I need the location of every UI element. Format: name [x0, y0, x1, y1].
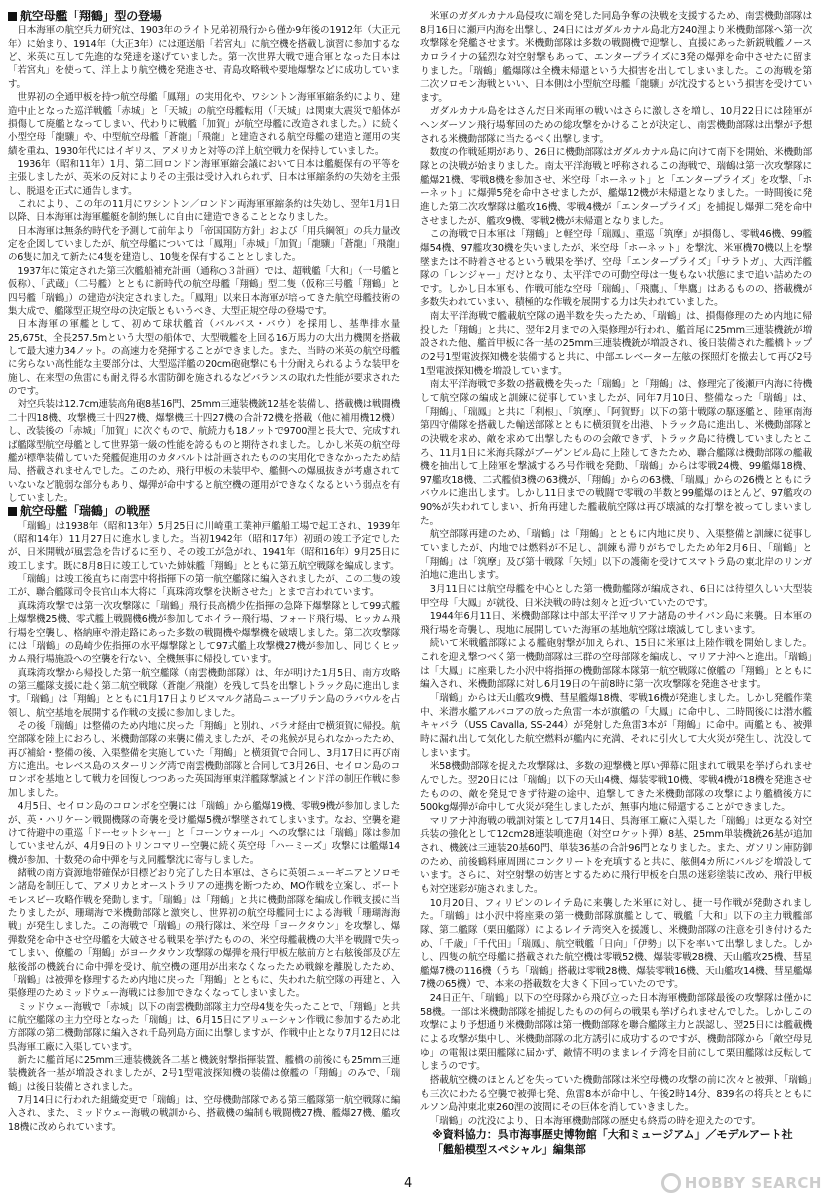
left-column — [8, 10, 400, 1150]
square-bullet-icon — [8, 507, 17, 516]
paragraph: 真珠湾攻撃から帰投した第一航空艦隊（南雲機動部隊）は、年が明けた1月5日、南方攻略の第三艦隊支援に赴く第二航空戦隊（蒼龍／飛龍）を残して呉を出撃しトラック島に進出します。「瑞鶴」は「翔鶴」とともに1月17日よりビスマルク諸島ニューブリテン島のラバウルを占領し、航空基地を展開する作戦の支援に参加しました。 — [8, 667, 400, 719]
square-bullet-icon — [8, 12, 17, 21]
paragraph: 「瑞鶴」からは天山艦攻9機、彗星艦爆18機、零戦16機が発進しました。しかし発艦作業中、米潜水艦アルバコアの放った魚雷一本が旗艦の「大鳳」に命中し、二時間後には潜水艦キャバラ（USS Cavalla, SS-244）が発射した魚雷3本が「翔鶴」に命中。両艦とも、被弾時に漏れ出して気化した航空燃料が艦内に充満、それに引火して大火災が発生し、沈没してしまいます。 — [420, 693, 812, 759]
paragraph: マリアナ沖海戦の戦訓対策として7月14日、呉海軍工廠に入渠した「瑞鶴」は更なる対空兵装の強化として12cm28連装噴進砲（対空ロケット弾）8基、25mm単装機銃26基が追加され、機銃は三連装20基60門、単装36基の合計96門となりました。また、ガソリン庫防御のため、前後鶴料庫周囲にコンクリートを充填すると共に、舷側4カ所にバルジを増設しています。さらに、対空射撃の妨害とするために飛行甲板を白黒の迷彩塗装に改め、飛行甲板も対空迷彩が施されました。 — [420, 815, 812, 895]
paragraph: 1937年に策定された第三次艦船補充計画（通称○３計画）では、超戦艦「大和」（一号艦と仮称）、「武蔵」（二号艦）とともに新時代の航空母艦「翔鶴」型二隻（仮称三号艦「翔鶴」と四号艦「瑞鶴」）の建造が決定されました。「鳳翔」以来日本海軍が培ってきた航空母艦技術の集大成で、艦隊型正規空母の決定版ともいうべき、大型正規空母の登場です。 — [8, 265, 400, 317]
paragraph: 対空兵装は12.7cm連装高角砲8基16門、25mm三連装機銃12基を装備し、搭載機は戦闘機二十四18機、攻撃機三十四27機、爆撃機三十四27機の合計72機を搭載（他に補用機12機）し、改装後の「赤城」「加賀」に次ぐもので、航続力も18ノットで9700浬と長大で、完成すれば艦隊型航空母艦として世界第一級の性能を誇るものと期待されました。しかし米英の航空母艦が標準装備していた発艦促進用のカタパルトは計画されたものの実用化できなかったため結局、搭載されませんでした。このため、飛行甲板の未装甲や、艦側への爆風抜きが考慮されていないなど脆弱な部分もあり、爆弾が命中すると航空機の運用ができなくなるという弱点を有していました。 — [8, 399, 400, 504]
paragraph: 「瑞鶴」は竣工後直ちに南雲中将指揮下の第一航空艦隊に編入されましたが、この二隻の竣工が、聯合艦隊司令長官山本大将に「真珠湾攻撃を決断させた」とまで言われています。 — [8, 574, 400, 599]
paragraph: ミッドウェー海戦で「赤城」以下の南雲機動部隊主力空母4隻を失ったことで、「翔鶴」と共に航空艦隊の主力空母となった「瑞鶴」は、6月15日にアリューシャン作戦に参加するため北方部隊の第二機動部隊に編入され千島列島方面に出撃しますが、作戦中止となり7月12日には呉海軍工廠に入渠しています。 — [8, 1001, 400, 1053]
paragraph: 米58機動部隊を捉えた攻撃隊は、多数の迎撃機と厚い弾幕に阻まれて戦果を挙げられませんでした。翌20日には「瑞鶴」以下の天山4機、爆装零戦10機、零戦4機が18機を発進させたものの、敵を発見できず待避の途中、追撃してきた米機動部隊の攻撃により艦橋後方に500kg爆弾が命中して火災が発生しましたが、無事内地に帰還することができました。 — [420, 761, 812, 814]
paragraph: 真珠湾攻撃では第一次攻撃隊に「瑞鶴」飛行長高橋少佐指揮の急降下爆撃隊として99式艦上爆撃機25機、零式艦上戦闘機6機が参加してホイラー飛行場、フォード飛行場、ヒッカム飛行場を空襲し、格納庫や滑走路にあった多数の戦闘機や爆撃機を破壊しました。第二次攻撃隊には「瑞鶴」の島崎少佐指揮の水平爆撃隊として97式艦上攻撃機27機が参加し、同じくヒッカム飛行場施設への空襲を行ない、全機無事に帰投しています。 — [8, 600, 400, 666]
page-number: 4 — [404, 1176, 413, 1191]
paragraph: 「瑞鶴」は1938年（昭和13年）5月25日に川崎重工業神戸艦船工場で起工され、1939年（昭和14年）11月27日に進水しました。当初1942年（昭和17年）初頭の竣工予定でしたが、日米開戦が風雲急を告げるに至り、その竣工が急がれ、1941年（昭和16年）9月25日に竣工します。既に8月8日に竣工していた姉妹艦「翔鶴」とともに第五航空戦隊を編成します。 — [8, 520, 400, 572]
paragraph: ガダルカナル島をはさんだ日米両軍の戦いはさらに激しさを増し、10月22日には陸軍がヘンダーソン飛行場奪回のための総攻撃をかけることが決定し、南雲機動部隊は出撃が予想される米機動部隊に当たるべく出撃します。 — [420, 106, 812, 145]
paragraph: この海戦で日本軍は「翔鶴」と軽空母「瑞鳳」、重巡「筑摩」が損傷し、零戦46機、99艦爆54機、97艦攻30機を失いましたが、米空母「ホーネット」を撃沈、米軍機70機以上を撃墜または不時着させるという戦果を挙げ、空母「エンタープライズ」「サラトガ」、大西洋艦隊の「レンジャー」だけとなり、太平洋での可動空母は一隻もない状態にまで追い詰めたのです。しかし日本軍も、作戦可能な空母「瑞鶴」、「飛鷹」、「隼鷹」はあるものの、搭載機が多数失われていまい、積極的な作戦を展開する力は失われていました。 — [420, 229, 812, 309]
paragraph: 10月20日、フィリピンのレイテ島に来襲した米軍に対し、捷一号作戦が発動されました。「瑞鶴」は小沢中将座乗の第一機動部隊旗艦として、戦艦「大和」以下の主力戦艦部隊、第二艦隊（栗田艦隊）によるレイテ湾突入を援護し、米機動部隊の注意を引き付けるため、「千歳」「千代田」「瑞鳳」、航空戦艦「日向」「伊勢」以下を率いて出撃しました。しかし、四隻の航空母艦に搭載された航空機は零戦52機、爆装零戦28機、天山艦攻25機、彗星艦爆7機の116機（うち「瑞鶴」搭載は零戦28機、爆装零戦16機、天山艦攻14機、彗星艦爆7機の65機）で、本来の搭載数を大きく下回っていたのです。 — [420, 897, 812, 991]
section-heading-2: 航空母艦「瑞鶴」の戦歴 — [8, 505, 400, 518]
paragraph: 4月5日、セイロン島のコロンボを空襲には「瑞鶴」から艦爆19機、零戦9機が参加しましたが、英・ハリケーン戦闘機隊の奇襲を受け艦爆5機が撃墜されてしまいます。なお、空襲を避けて待避中の重巡「ドーセットシャー」と「コーンウォール」への攻撃には「瑞鶴」隊は参加していませんが、4月9日のトリンコマリー空襲に続く英空母「ハーミーズ」攻撃には艦爆14機が参加、十数発の命中弾を与え同艦撃沈に寄与しました。 — [8, 801, 400, 866]
paragraph: 1936年（昭和11年）1月、第二回ロンドン海軍軍縮会議において日本は艦艇保有の平等を主張しましたが、英米の反対によりその主張は受け入れられず、日本は軍縮条約の失効を主張し、脱退を正式に通告します。 — [8, 158, 400, 197]
watermark — [661, 1170, 822, 1196]
paragraph: 日本海軍の軍艦として、初めて球状艦首（バルバス・バウ）を採用し、基準排水量25,675t、全長257.5mという大型の船体で、大型戦艦を上回る16万馬力の大出力機関を搭載して最大速力34ノット。の高速力を発揮することができました。また、当時の米英の航空母艦に劣らない高性能な主要部分は、大型巡洋艦の20cm砲砲撃にも十分耐えられるような装甲を施し、在来型の魚雷にも耐え得る水雷防御を施されるなどバランスの取れた性能が要求されたのです。 — [8, 319, 400, 398]
paragraph: 米軍のガダルカナル島侵攻に端を発した同島争奪の決戦を支援するため、南雲機動部隊は8月16日に瀬戸内海を出撃し、24日にはガダルカナル島北方240浬より米機動部隊へ第一次攻撃隊を発艦させます。米機動部隊は多数の戦闘機で迎撃し、直援にあった新鋭戦艦ノースカロライナの猛烈な対空射撃もあって、エンタープライズに3発の爆弾を命中させたに留まりました。「瑞鶴」艦爆隊は全機未帰還という大損害を出してしまいました。この海戦を第二次ソロモン海戦といい、日本側は小型航空母艦「龍驤」が沈没するという損害を受けています。 — [420, 11, 812, 104]
watermark-text: HOBBY SEARCH — [684, 1174, 822, 1192]
paragraph: その後「瑞鶴」は整備のため内地に戻った「翔鶴」と別れ、パラオ経由で横須賀に帰投。航空部隊を陸上におろし、米機動部隊の来襲に備えましたが、その兆候が見られなかったため、再び補給・整備の後、入渠整備を実施していた「翔鶴」と横須賀で合同し、3月17日に再び南方に進出。セレベス島のスターリング湾で南雲機動部隊と合同して3月26日、セイロン島のコロンボを基地として戦力を回復しつつあった英国海軍東洋艦隊撃滅とインド洋の制圧作戦に参加しました。 — [8, 721, 400, 799]
paragraph: 3月11日には航空母艦を中心とした第一機動艦隊が編成され、6日には待望久しい大型装甲空母「大鳳」が就役、日米決戦の時は刻々と近づいていたのです。 — [420, 583, 812, 609]
paragraph: 日本海軍は無条約時代を予測して前年より「帝国国防方針」および「用兵綱領」の兵力量改定を企図していましたが、航空母艦については「鳳翔」「赤城」「加賀」「龍驤」「蒼龍」「飛龍」の6隻に加えて新たに4隻を建造し、10隻を保有することとしました。 — [8, 225, 400, 264]
source-credit: ※資料協力：呉市海事歴史博物館「大和ミュージアム」／モデルアート社「艦船模型スペシャル」編集部 — [432, 1128, 793, 1156]
paragraph: 緒戦の南方資源地帯確保が目標どおり完了した日本軍は、さらに英領ニューギニアとソロモン諸島を制圧して、アメリカとオーストラリアの連携を断つため、MO作戦を立案し、ポートモレスビー攻略作戦を発動します。「瑞鶴」は「翔鶴」と共に機動部隊を編成し作戦支援に当たりましたが、珊瑚海で米機動部隊と激突し、世界初の航空母艦同士による海戦「珊瑚海海戦」が発生しました。この海戦で「瑞鶴」の飛行隊は、米空母「ヨークタウン」を攻撃し、爆弾数発を命中させ空母艦を大破させる戦果を挙げたものの、米空母艦載機の大半を戦闘で失ってしまい、僚艦の「翔鶴」がヨークタウン攻撃隊の爆弾を飛行甲板左舷前方と右舷後部及び左舷後部の機銃台に命中弾を受け、航空機の運用が出来なくなったため戦線を離脱したため、「瑞鶴」は被弾を修理するため内地に戻った「翔鶴」とともに、失われた航空隊の再建と、入渠修理のためミッドウェー海戦には参加できなくなってしまいました。 — [8, 868, 400, 1000]
paragraph: 7月14日に行われた組織変更で「瑞鶴」は、空母機動部隊である第三艦隊第一航空戦隊に編入され、また、ミッドウェー海戦の戦訓から、搭載機の編制も戦闘機27機、艦爆27機、艦攻18機に改められています。 — [8, 1095, 400, 1133]
paragraph: 新たに艦首尾に25mm三連装機銃各二基と機銃射撃指揮装置、艦橋の前後にも25mm三連装機銃各一基が増設されましたが、2号1型電波探知機の装備は僚艦の「翔鶴」のみで、「瑞鶴」は後日装備とされました。 — [8, 1055, 400, 1093]
right-column — [420, 10, 812, 1150]
paragraph: 24日正午、「瑞鶴」以下の空母隊から飛び立った日本海軍機動部隊最後の攻撃隊は僅かに58機。一部は米機動部隊を捕捉したものの何らの戦果も挙げられませんでした。しかしこの攻撃により予想通り米機動部隊は第一機動部隊を聯合艦隊主力と誤認し、翌25日には艦載機による攻撃が集中し、米機動部隊の北方誘引に成功するのですが、機動部隊から「敵空母見ゆ」の電報は栗田艦隊に届かず、敵情不明のままレイテ湾を目前にして栗田艦隊は反転してしまうのです。 — [420, 993, 812, 1073]
paragraph: 航空部隊再建のため、「瑞鶴」は「翔鶴」とともに内地に戻り、入渠整備と訓練に従事していましたが、内地では燃料が不足し、訓練も滞りがちでしたため年2月6日、「瑞鶴」と「翔鶴」は「筑摩」及び第十戦隊「矢矧」以下の護衛を受けてスマトラ島の東北岸のリンガ泊地に進出します。 — [420, 529, 812, 582]
paragraph: 日本海軍の航空兵力研究は、1903年のライト兄弟初飛行から僅か9年後の1912年（大正元年）に始まり、1914年（大正3年）には運送船「若宮丸」に航空機を搭載し演習に参加するなど、米英に互して先進的な発達を遂げていました。第一次世界大戦で連合軍となった日本は「若宮丸」を使って、洋上より航空機を発進させ、青島攻略戦や要地爆撃などに成功しています。 — [8, 25, 400, 90]
paragraph: 南太平洋海戦で多数の搭載機を失った「瑞鶴」と「翔鶴」は、修理完了後瀬戸内海に待機して航空隊の編成と訓練に従事していましたが、同年7月10日、整備なった「瑞鶴」は、「翔鶴」、「瑞鳳」と共に「利根」、「筑摩」、「阿賀野」以下の第十戦隊の駆逐艦と、陸軍南海第四守備隊を搭載した輸送部隊とともに横須賀を出港、トラック島に進出し、米機動部隊との決戦を求め、敵を求めて出撃したものの会敵できず、トラック島に待機していましたところ、11月1日に米海兵隊がブーゲンビル島に上陸してきたため、聯合艦隊は機動部隊の艦載機を抽出して上陸軍を撃滅するろ号作戦を発動、「瑞鶴」からは零戦24機、99艦爆18機、97艦攻18機、二式艦偵3機の63機が、「翔鶴」からの63機、「瑞鳳」からの26機とともにラバウルに進出します。しかし11日までの戦闘で零戦の半数と99艦爆のほとんど、97艦攻の90%が失われてしまい、折角再建した艦載航空隊は再び壊滅的な打撃を被ってしまいました。 — [420, 379, 812, 527]
paragraph: 「瑞鶴」の沈没により、日本海軍機動部隊の歴史も終焉の時を迎えたのです。 — [429, 1115, 761, 1127]
section-heading-1: 航空母艦「翔鶴」型の登場 — [8, 10, 400, 23]
paragraph: これにより、この年の11月にワシントン／ロンドン両海軍軍縮条約は失効し、翌年1月1日以降、日本海軍は海軍艦艇を制約無しに自由に建造できることとなりました。 — [8, 199, 400, 224]
paragraph: 1944年6月11日、米機動部隊は中部太平洋マリアナ諸島のサイパン島に来襲。日本軍の飛行場を奇襲し、現地に展開していた海軍の基地航空隊は壊滅してしまいます。 — [420, 611, 812, 636]
paragraph: 数度の作戦延期があり、26日に機動部隊はガダルカナル島に向けて南下を開始、米機動部隊との決戦が始まりました。南太平洋海戦と呼称されるこの海戦で、瑞鶴は第一次攻撃隊に艦爆21機、零戦8機を参加させ、米空母「ホーネット」と「エンタープライズ」を攻撃、「ホーネット」に爆弾5発を命中させましたが、艦爆12機が未帰還となりました。一時間後に発進した第二次攻撃隊は艦攻16機、零戦4機が「エンタープライズ」を捕捉し爆弾二発を命中させましたが、艦攻9機、零戦2機が未帰還となりました。 — [420, 147, 812, 227]
paragraph: 南太平洋海戦で艦載航空隊の過半数を失ったため、「瑞鶴」は、損傷修理のため内地に帰投した「翔鶴」と共に、翌年2月までの入渠修理が行われ、艦首尾に25mm三連装機銃が増設された他、艦首甲板に各一基の25mm三連装機銃が増設され、後日装備された艦橋トップの2号1型電波探知機を装備すると共に、中部エレベーター左舷の探照灯を撤去して再び2号1型電波探知機を増設しています。 — [420, 311, 812, 377]
paragraph: 続いて米戦艦部隊による艦砲射撃が加えられ、15日に米軍は上陸作戦を開始しました。これを迎え撃つべく第一機動部隊は三群の空母部隊を編成し、マリアナ沖へと進出。「瑞鶴」は「大鳳」に座乗した小沢中将指揮の機動部隊本隊第一航空戦隊に僚艦の「翔鶴」とともに編入され、米機動部隊に対し6月19日の午前8時に第一次攻撃隊を発進させます。 — [420, 638, 812, 691]
paragraph: 搭載航空機のほとんどを失っていた機動部隊は米空母機の攻撃の前に次々と被弾、「瑞鶴」も三次にわたる空襲で被弾七発、魚雷8本が命中し、午後2時14分、839名の将兵とともにルソン島沖東北東260浬の波間にその巨体を消していきました。 — [420, 1074, 812, 1114]
watermark-logo-icon — [661, 1173, 681, 1193]
paragraph: 世界初の全通甲板を持つ航空母艦「鳳翔」の実用化や、ワシントン海軍軍縮条約により、建造中止となった巡洋戦艦「赤城」と「天城」の航空母艦転用（「天城」は関東大震災で船体が損傷して廃艦となってしまい、代わりに戦艦「加賀」が航空母艦に改造されました。）に続く小型空母「龍驤」や、中型航空母艦「蒼龍」「飛龍」と建造される航空母艦の建造と運用の実績を重ね、1930年代にはイギリス、アメリカと対等の洋上航空戦力を保持していました。 — [8, 92, 400, 157]
